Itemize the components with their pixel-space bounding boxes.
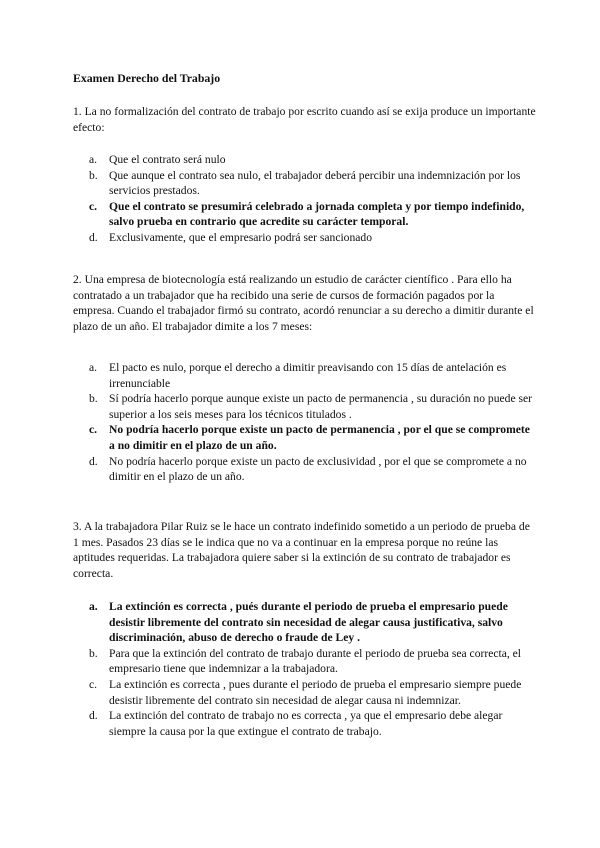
option-text: Que el contrato será nulo: [109, 153, 226, 166]
question-3-option-a: [73, 599, 538, 646]
question-3-option-d: [73, 708, 538, 739]
option-text: La extinción del contrato de trabajo no es correcta , ya que el empresario debe alegar siempre la causa por la que extingue el contrato de trabajo.: [109, 709, 503, 738]
question-3-option-b: [73, 646, 538, 677]
option-marker: b.: [89, 646, 98, 660]
option-text: Que el contrato se presumirá celebrado a jornada completa y por tiempo indefinido, salvo prueba en contrario que acredite su carácter temporal.: [109, 199, 525, 229]
page-title: Examen Derecho del Trabajo: [73, 71, 221, 85]
option-text: El pacto es nulo, porque el derecho a dimitir preavisando con 15 días de antelación es irrenunciable: [109, 361, 507, 390]
option-marker: a.: [89, 361, 98, 374]
question-2-option-a: [73, 360, 538, 391]
question-1-option-b: [73, 168, 538, 199]
option-marker: c.: [89, 677, 98, 691]
question-2-text: 2. Una empresa de biotecnología está realizando un estudio de carácter científico . Para ello ha contratado a un trabajador que ha recibido una serie de cursos de formación pagados por la empresa. Cuando el trabajador firmó su contrato, acordó renunciar a su derecho a dimitir durante el plazo de un año. El trabajador dimite a los 7 meses:: [73, 273, 534, 333]
question-2-option-c: [73, 422, 538, 453]
option-text: Para que la extinción del contrato de trabajo durante el periodo de prueba sea correcta, el empresario tiene que indemnizar a la trabajadora.: [109, 646, 522, 676]
option-marker: c.: [89, 199, 98, 213]
option-text: La extinción es correcta , pués durante el periodo de prueba el empresario puede desistir libremente del contrato sin necesidad de alegar causa justificativa, salvo discriminación, abuso de derecho o fraude de Ley .: [109, 600, 508, 645]
option-text: Exclusivamente, que el empresario podrá ser sancionado: [109, 230, 373, 244]
question-3-text: 3. A la trabajadora Pilar Ruiz se le hace un contrato indefinido sometido a un periodo de prueba de 1 mes. Pasados 23 días se le indica que no va a continuar en la empresa porque no reúne las aptitudes requeridas. La trabajadora quiere saber si la extinción de su contrato de trabajador es correcta.: [73, 520, 530, 580]
option-marker: a.: [89, 153, 98, 166]
option-marker: d.: [89, 454, 98, 468]
option-marker: d.: [89, 709, 98, 723]
question-3-options: [73, 599, 538, 739]
option-text: No podría hacerlo porque existe un pacto de exclusividad , por el que se compromete a no dimitir en el plazo de un año.: [109, 454, 527, 484]
option-marker: a.: [89, 600, 98, 613]
question-2-option-d: [73, 454, 538, 485]
option-marker: c.: [89, 423, 98, 437]
option-marker: d.: [89, 230, 98, 244]
question-1-option-d: [73, 230, 538, 246]
option-text: Sí podría hacerlo porque aunque existe un pacto de permanencia , su duración no puede ser superior a los seis meses para los técnicos titulados .: [109, 392, 533, 421]
question-2-options: [73, 360, 538, 485]
question-1-option-c: [73, 199, 538, 230]
option-text: Que aunque el contrato sea nulo, el trabajador deberá percibir una indemnización por los servicios prestados.: [109, 168, 521, 198]
option-marker: b.: [89, 392, 98, 406]
option-text: La extinción es correcta , pues durante el periodo de prueba el empresario siempre puede desistir libremente del contrato sin necesidad de alegar causa ni indemnizar.: [109, 677, 522, 707]
question-1-options: [73, 152, 538, 246]
question-1-text: 1. La no formalización del contrato de trabajo por escrito cuando así se exija produce un importante efecto:: [73, 105, 536, 134]
option-marker: b.: [89, 168, 98, 182]
question-3-option-c: [73, 677, 538, 708]
question-2-option-b: [73, 391, 538, 422]
option-text: No podría hacerlo porque existe un pacto de permanencia , por el que se compromete a no dimitir en el plazo de un año.: [109, 423, 530, 452]
question-1-option-a: [73, 152, 538, 168]
